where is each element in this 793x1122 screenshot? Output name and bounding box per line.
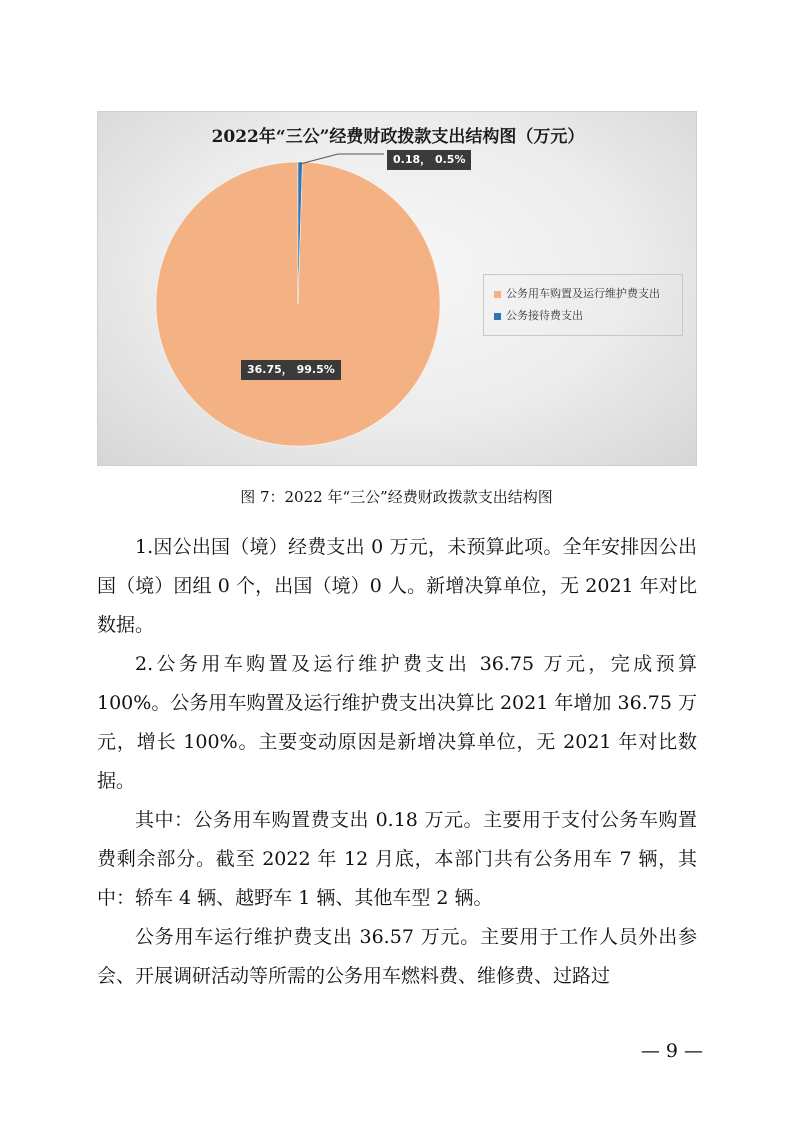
legend-item-vehicle — [494, 283, 682, 305]
chart-legend — [483, 274, 683, 336]
figure-caption: 图 7：2022 年“三公”经费财政拨款支出结构图 — [240, 488, 553, 506]
page-number: — 9 — — [640, 1040, 703, 1062]
chart-title: 2022年“三公”经费财政拨款支出结构图（万元） — [211, 127, 585, 147]
data-label-vehicle: 36.75， 99.5% — [241, 360, 341, 380]
legend-label-vehicle: 公务用车购置及运行维护费支出 — [506, 287, 660, 300]
legend-label-reception: 公务接待费支出 — [506, 309, 583, 322]
data-label-reception: 0.18， 0.5% — [387, 150, 471, 170]
legend-swatch-reception — [494, 313, 501, 320]
paragraph-3: 其中：公务用车购置费支出 0.18 万元。主要用于支付公务车购置费剩余部分。截至 2022 年 12 月底，本部门共有公务用车 7 辆，其中：轿车 4 辆、越野车 1 辆、其他车型 2 辆。 — [97, 809, 697, 909]
legend-item-reception — [494, 305, 682, 327]
paragraph-2: 2.公务用车购置及运行维护费支出 36.75 万元，完成预算 100%。公务用车购置及运行维护费支出决算比 2021 年增加 36.75 万元，增长 100%。主要变动原因是新增决算单位，无 2021 年对比数据。 — [97, 653, 697, 792]
pie-chart — [97, 111, 697, 466]
paragraph-1: 1.因公出国（境）经费支出 0 万元，未预算此项。全年安排因公出国（境）团组 0 个，出国（境）0 人。新增决算单位，无 2021 年对比数据。 — [97, 536, 697, 636]
paragraph-4: 公务用车运行维护费支出 36.57 万元。主要用于工作人员外出参会、开展调研活动等所需的公务用车燃料费、维修费、过路过 — [97, 926, 697, 987]
legend-swatch-vehicle — [494, 291, 501, 298]
